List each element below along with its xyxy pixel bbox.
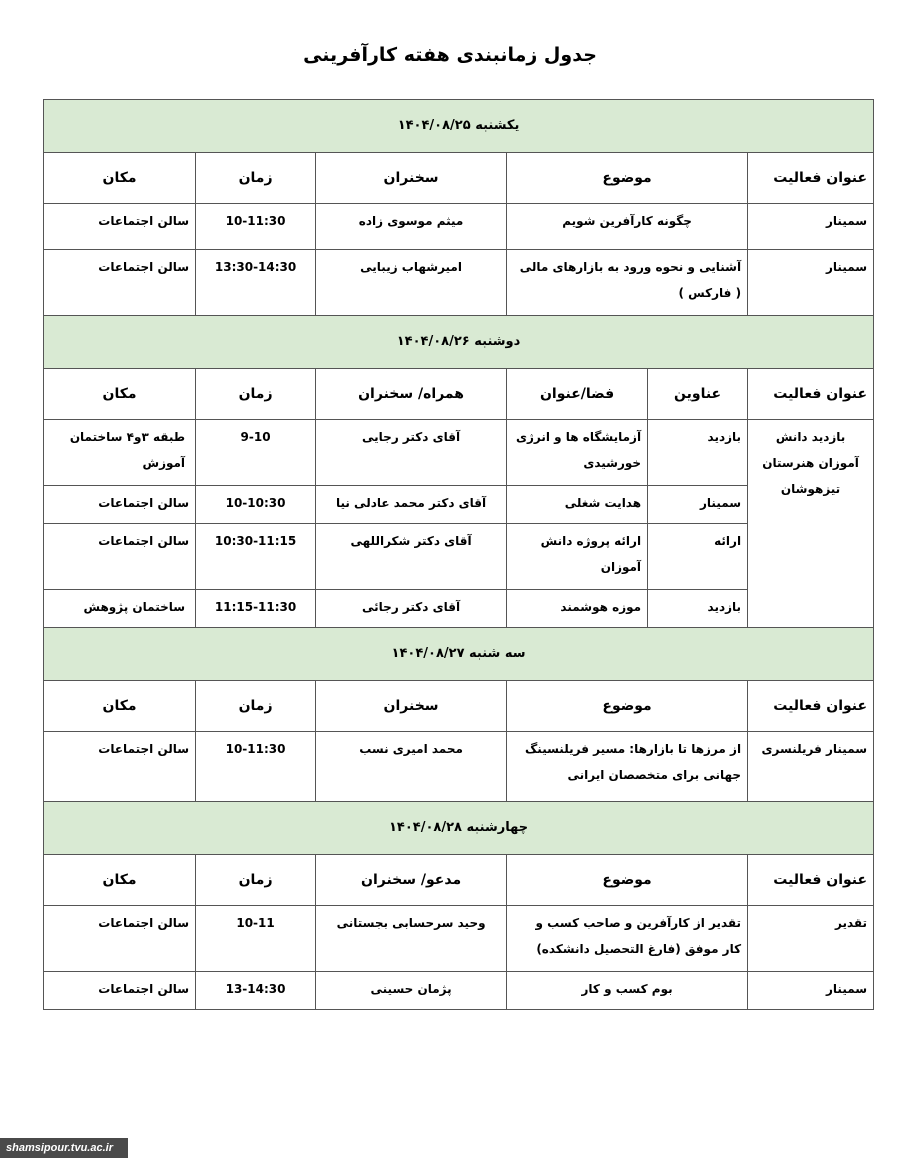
header-activity: عنوان فعالیت — [748, 369, 874, 420]
header-place: مکان — [44, 369, 196, 420]
place-cell: سالن اجتماعات — [44, 972, 196, 1010]
speaker-cell: آقای دکتر محمد عادلی نیا — [316, 486, 507, 524]
subject-cell: تقدیر از کارآفرین و صاحب کسب و کار موفق (فارغ التحصیل دانشکده) — [507, 906, 748, 972]
header-subject: موضوع — [507, 681, 748, 732]
speaker-cell: آقای دکتر شکراللهی — [316, 524, 507, 590]
activity-cell: بازدید دانش آموزان هنرستان تیزهوشان — [748, 420, 874, 628]
place-cell: ساختمان پژوهش — [44, 590, 196, 628]
day-header-row — [44, 316, 874, 369]
day-header-row — [44, 100, 874, 153]
column-header-row — [44, 369, 874, 420]
type-cell: بازدید — [648, 420, 748, 486]
schedule-table — [43, 99, 874, 1010]
header-subject: موضوع — [507, 153, 748, 204]
speaker-cell: آقای دکتر رجایی — [316, 420, 507, 486]
day-label: چهارشنبه ۱۴۰۴/۰۸/۲۸ — [44, 802, 874, 855]
header-place: مکان — [44, 855, 196, 906]
place-cell: سالن اجتماعات — [44, 204, 196, 250]
type-cell: ارائه — [648, 524, 748, 590]
day-header-row — [44, 628, 874, 681]
table-row — [44, 732, 874, 802]
header-place: مکان — [44, 153, 196, 204]
place-cell: سالن اجتماعات — [44, 906, 196, 972]
speaker-cell: وحید سرحسابی بجستانی — [316, 906, 507, 972]
space-cell: هدایت شغلی — [507, 486, 648, 524]
place-cell: سالن اجتماعات — [44, 732, 196, 802]
table-row — [44, 906, 874, 972]
header-activity: عنوان فعالیت — [748, 855, 874, 906]
day-label: دوشنبه ۱۴۰۴/۰۸/۲۶ — [44, 316, 874, 369]
place-cell: سالن اجتماعات — [44, 524, 196, 590]
speaker-cell: محمد امیری نسب — [316, 732, 507, 802]
activity-cell: سمینار — [748, 972, 874, 1010]
type-cell: سمینار — [648, 486, 748, 524]
header-activity: عنوان فعالیت — [748, 153, 874, 204]
column-header-row — [44, 855, 874, 906]
time-cell: 10-10:30 — [196, 486, 316, 524]
header-speaker: سخنران — [316, 681, 507, 732]
header-time: زمان — [196, 855, 316, 906]
table-row — [44, 972, 874, 1010]
table-row — [44, 250, 874, 316]
header-space: فضا/عنوان — [507, 369, 648, 420]
speaker-cell: پژمان حسینی — [316, 972, 507, 1010]
table-row — [44, 204, 874, 250]
table-row — [44, 420, 874, 486]
header-activity: عنوان فعالیت — [748, 681, 874, 732]
place-cell: طبقه ۳و۴ ساختمان آموزش — [44, 420, 196, 486]
subject-cell: بوم کسب و کار — [507, 972, 748, 1010]
time-cell: 13:30-14:30 — [196, 250, 316, 316]
subject-cell: چگونه کارآفرین شویم — [507, 204, 748, 250]
subject-cell: آشنایی و نحوه ورود به بازارهای مالی ( فارکس ) — [507, 250, 748, 316]
activity-cell: سمینار فریلنسری — [748, 732, 874, 802]
column-header-row — [44, 681, 874, 732]
speaker-cell: میثم موسوی زاده — [316, 204, 507, 250]
header-time: زمان — [196, 369, 316, 420]
day-header-row — [44, 802, 874, 855]
header-speaker: مدعو/ سخنران — [316, 855, 507, 906]
header-speaker: همراه/ سخنران — [316, 369, 507, 420]
space-cell: آزمایشگاه ها و انرژی خورشیدی — [507, 420, 648, 486]
header-subject: موضوع — [507, 855, 748, 906]
time-cell: 10:30-11:15 — [196, 524, 316, 590]
place-cell: سالن اجتماعات — [44, 486, 196, 524]
time-cell: 9-10 — [196, 420, 316, 486]
type-cell: بازدید — [648, 590, 748, 628]
header-titles: عناوین — [648, 369, 748, 420]
header-time: زمان — [196, 153, 316, 204]
place-cell: سالن اجتماعات — [44, 250, 196, 316]
activity-cell: تقدیر — [748, 906, 874, 972]
time-cell: 10-11:30 — [196, 732, 316, 802]
header-time: زمان — [196, 681, 316, 732]
space-cell: ارائه پروژه دانش آموزان — [507, 524, 648, 590]
header-speaker: سخنران — [316, 153, 507, 204]
time-cell: 10-11 — [196, 906, 316, 972]
speaker-cell: امیرشهاب زیبایی — [316, 250, 507, 316]
column-header-row — [44, 153, 874, 204]
time-cell: 11:15-11:30 — [196, 590, 316, 628]
speaker-cell: آقای دکتر رجائی — [316, 590, 507, 628]
header-place: مکان — [44, 681, 196, 732]
time-cell: 10-11:30 — [196, 204, 316, 250]
space-cell: موزه هوشمند — [507, 590, 648, 628]
subject-cell: از مرزها تا بازارها: مسیر فریلنسینگ جهانی برای متخصصان ایرانی — [507, 732, 748, 802]
site-watermark: shamsipour.tvu.ac.ir — [0, 1138, 128, 1158]
time-cell: 13-14:30 — [196, 972, 316, 1010]
activity-cell: سمینار — [748, 204, 874, 250]
day-label: سه شنبه ۱۴۰۴/۰۸/۲۷ — [44, 628, 874, 681]
page-title: جدول زمانبندی هفته کارآفرینی — [303, 44, 597, 66]
day-label: یکشنبه ۱۴۰۴/۰۸/۲۵ — [44, 100, 874, 153]
activity-cell: سمینار — [748, 250, 874, 316]
